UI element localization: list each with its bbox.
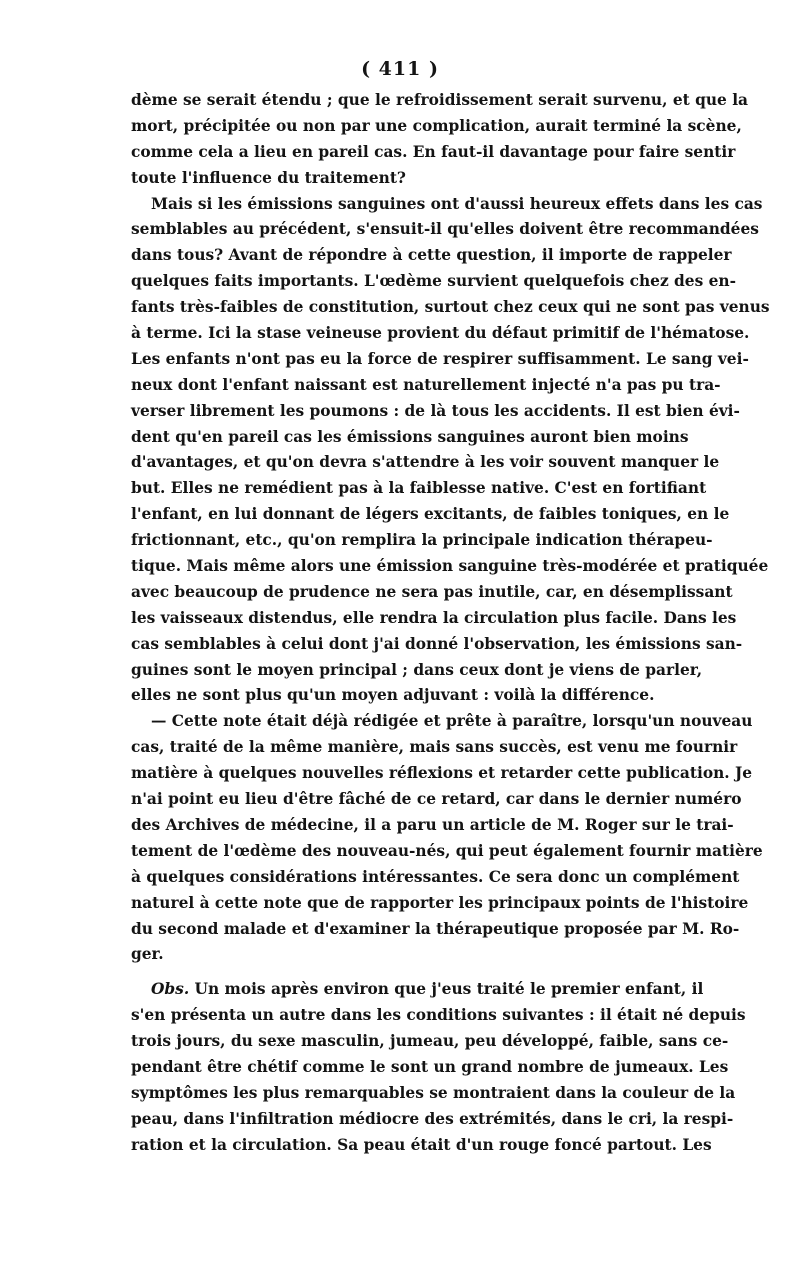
- text-line: ration et la circulation. Sa peau était d'un rouge foncé partout. Les: [131, 1135, 712, 1154]
- text-line: — Cette note était déjà rédigée et prête à paraître, lorsqu'un nouveau: [151, 712, 753, 731]
- text-line: tique. Mais même alors une émission sanguine très-modérée et pratiquée: [131, 557, 769, 576]
- text-line: toute l'influence du traitement?: [131, 168, 406, 187]
- text-line: du second malade et d'examiner la thérapeutique proposée par M. Ro-: [131, 919, 740, 938]
- text-line: cas semblables à celui dont j'ai donné l'observation, les émissions san-: [131, 634, 743, 653]
- text-line: fants très-faibles de constitution, surtout chez ceux qui ne sont pas venus: [131, 298, 770, 317]
- text-line: pendant être chétif comme le sont un grand nombre de jumeaux. Les: [131, 1057, 729, 1076]
- observation-text: Un mois après environ que j'eus traité le premier enfant, il: [189, 980, 704, 999]
- text-line: à quelques considérations intéressantes. Ce sera donc un complément: [131, 867, 740, 886]
- observation-label: Obs.: [151, 980, 190, 999]
- text-line: elles ne sont plus qu'un moyen adjuvant : voilà la différence.: [131, 686, 655, 705]
- text-line: tement de l'œdème des nouveau-nés, qui peut également fournir matière: [131, 841, 763, 860]
- text-line: trois jours, du sexe masculin, jumeau, peu développé, faible, sans ce-: [131, 1032, 729, 1051]
- body-text: [131, 88, 770, 1159]
- text-line: matière à quelques nouvelles réflexions et retarder cette publication. Je: [131, 764, 753, 783]
- text-line: avec beaucoup de prudence ne sera pas inutile, car, en désemplissant: [131, 582, 733, 601]
- text-line: les vaisseaux distendus, elle rendra la circulation plus facile. Dans les: [131, 608, 737, 627]
- text-line: dent qu'en pareil cas les émissions sanguines auront bien moins: [131, 427, 689, 446]
- text-line: Mais si les émissions sanguines ont d'aussi heureux effets dans les cas: [151, 194, 763, 213]
- text-line: symptômes les plus remarquables se montraient dans la couleur de la: [131, 1083, 736, 1102]
- text-line: peau, dans l'infiltration médiocre des extrémités, dans le cri, la respi-: [131, 1109, 734, 1128]
- text-line: frictionnant, etc., qu'on remplira la principale indication thérapeu-: [131, 531, 713, 550]
- text-line: semblables au précédent, s'ensuit-il qu'elles doivent être recommandées: [131, 220, 759, 239]
- text-line: mort, précipitée ou non par une complication, aurait terminé la scène,: [131, 116, 742, 135]
- text-line: ger.: [131, 945, 164, 964]
- text-line: Les enfants n'ont pas eu la force de respirer suffisamment. Le sang vei-: [131, 349, 749, 368]
- page-number: ( 411 ): [361, 58, 439, 80]
- text-line: n'ai point eu lieu d'être fâché de ce retard, car dans le dernier numéro: [131, 790, 742, 809]
- text-line: dans tous? Avant de répondre à cette question, il importe de rappeler: [131, 246, 732, 265]
- text-line: dème se serait étendu ; que le refroidissement serait survenu, et que la: [131, 91, 749, 109]
- text-line: d'avantages, et qu'on devra s'attendre à les voir souvent manquer le: [131, 453, 720, 472]
- text-line: à terme. Ici la stase veineuse provient du défaut primitif de l'hématose.: [131, 324, 750, 343]
- text-line: but. Elles ne remédient pas à la faiblesse native. C'est en fortifiant: [131, 479, 707, 498]
- text-line: comme cela a lieu en pareil cas. En faut-il davantage pour faire sentir: [131, 142, 736, 161]
- text-line: neux dont l'enfant naissant est naturellement injecté n'a pas pu tra-: [131, 375, 721, 394]
- text-line: naturel à cette note que de rapporter les principaux points de l'histoire: [131, 893, 749, 912]
- text-line: guines sont le moyen principal ; dans ceux dont je viens de parler,: [131, 660, 703, 679]
- text-line: l'enfant, en lui donnant de légers excitants, de faibles toniques, en le: [131, 505, 730, 524]
- text-line: quelques faits importants. L'œdème survient quelquefois chez des en-: [131, 272, 736, 291]
- text-line: verser librement les poumons : de là tous les accidents. Il est bien évi-: [131, 401, 740, 420]
- text-line: des Archives de médecine, il a paru un article de M. Roger sur le trai-: [131, 815, 734, 834]
- text-line: [131, 977, 704, 1003]
- text-line: cas, traité de la même manière, mais sans succès, est venu me fournir: [131, 738, 738, 757]
- text-line: s'en présenta un autre dans les conditions suivantes : il était né depuis: [131, 1006, 746, 1025]
